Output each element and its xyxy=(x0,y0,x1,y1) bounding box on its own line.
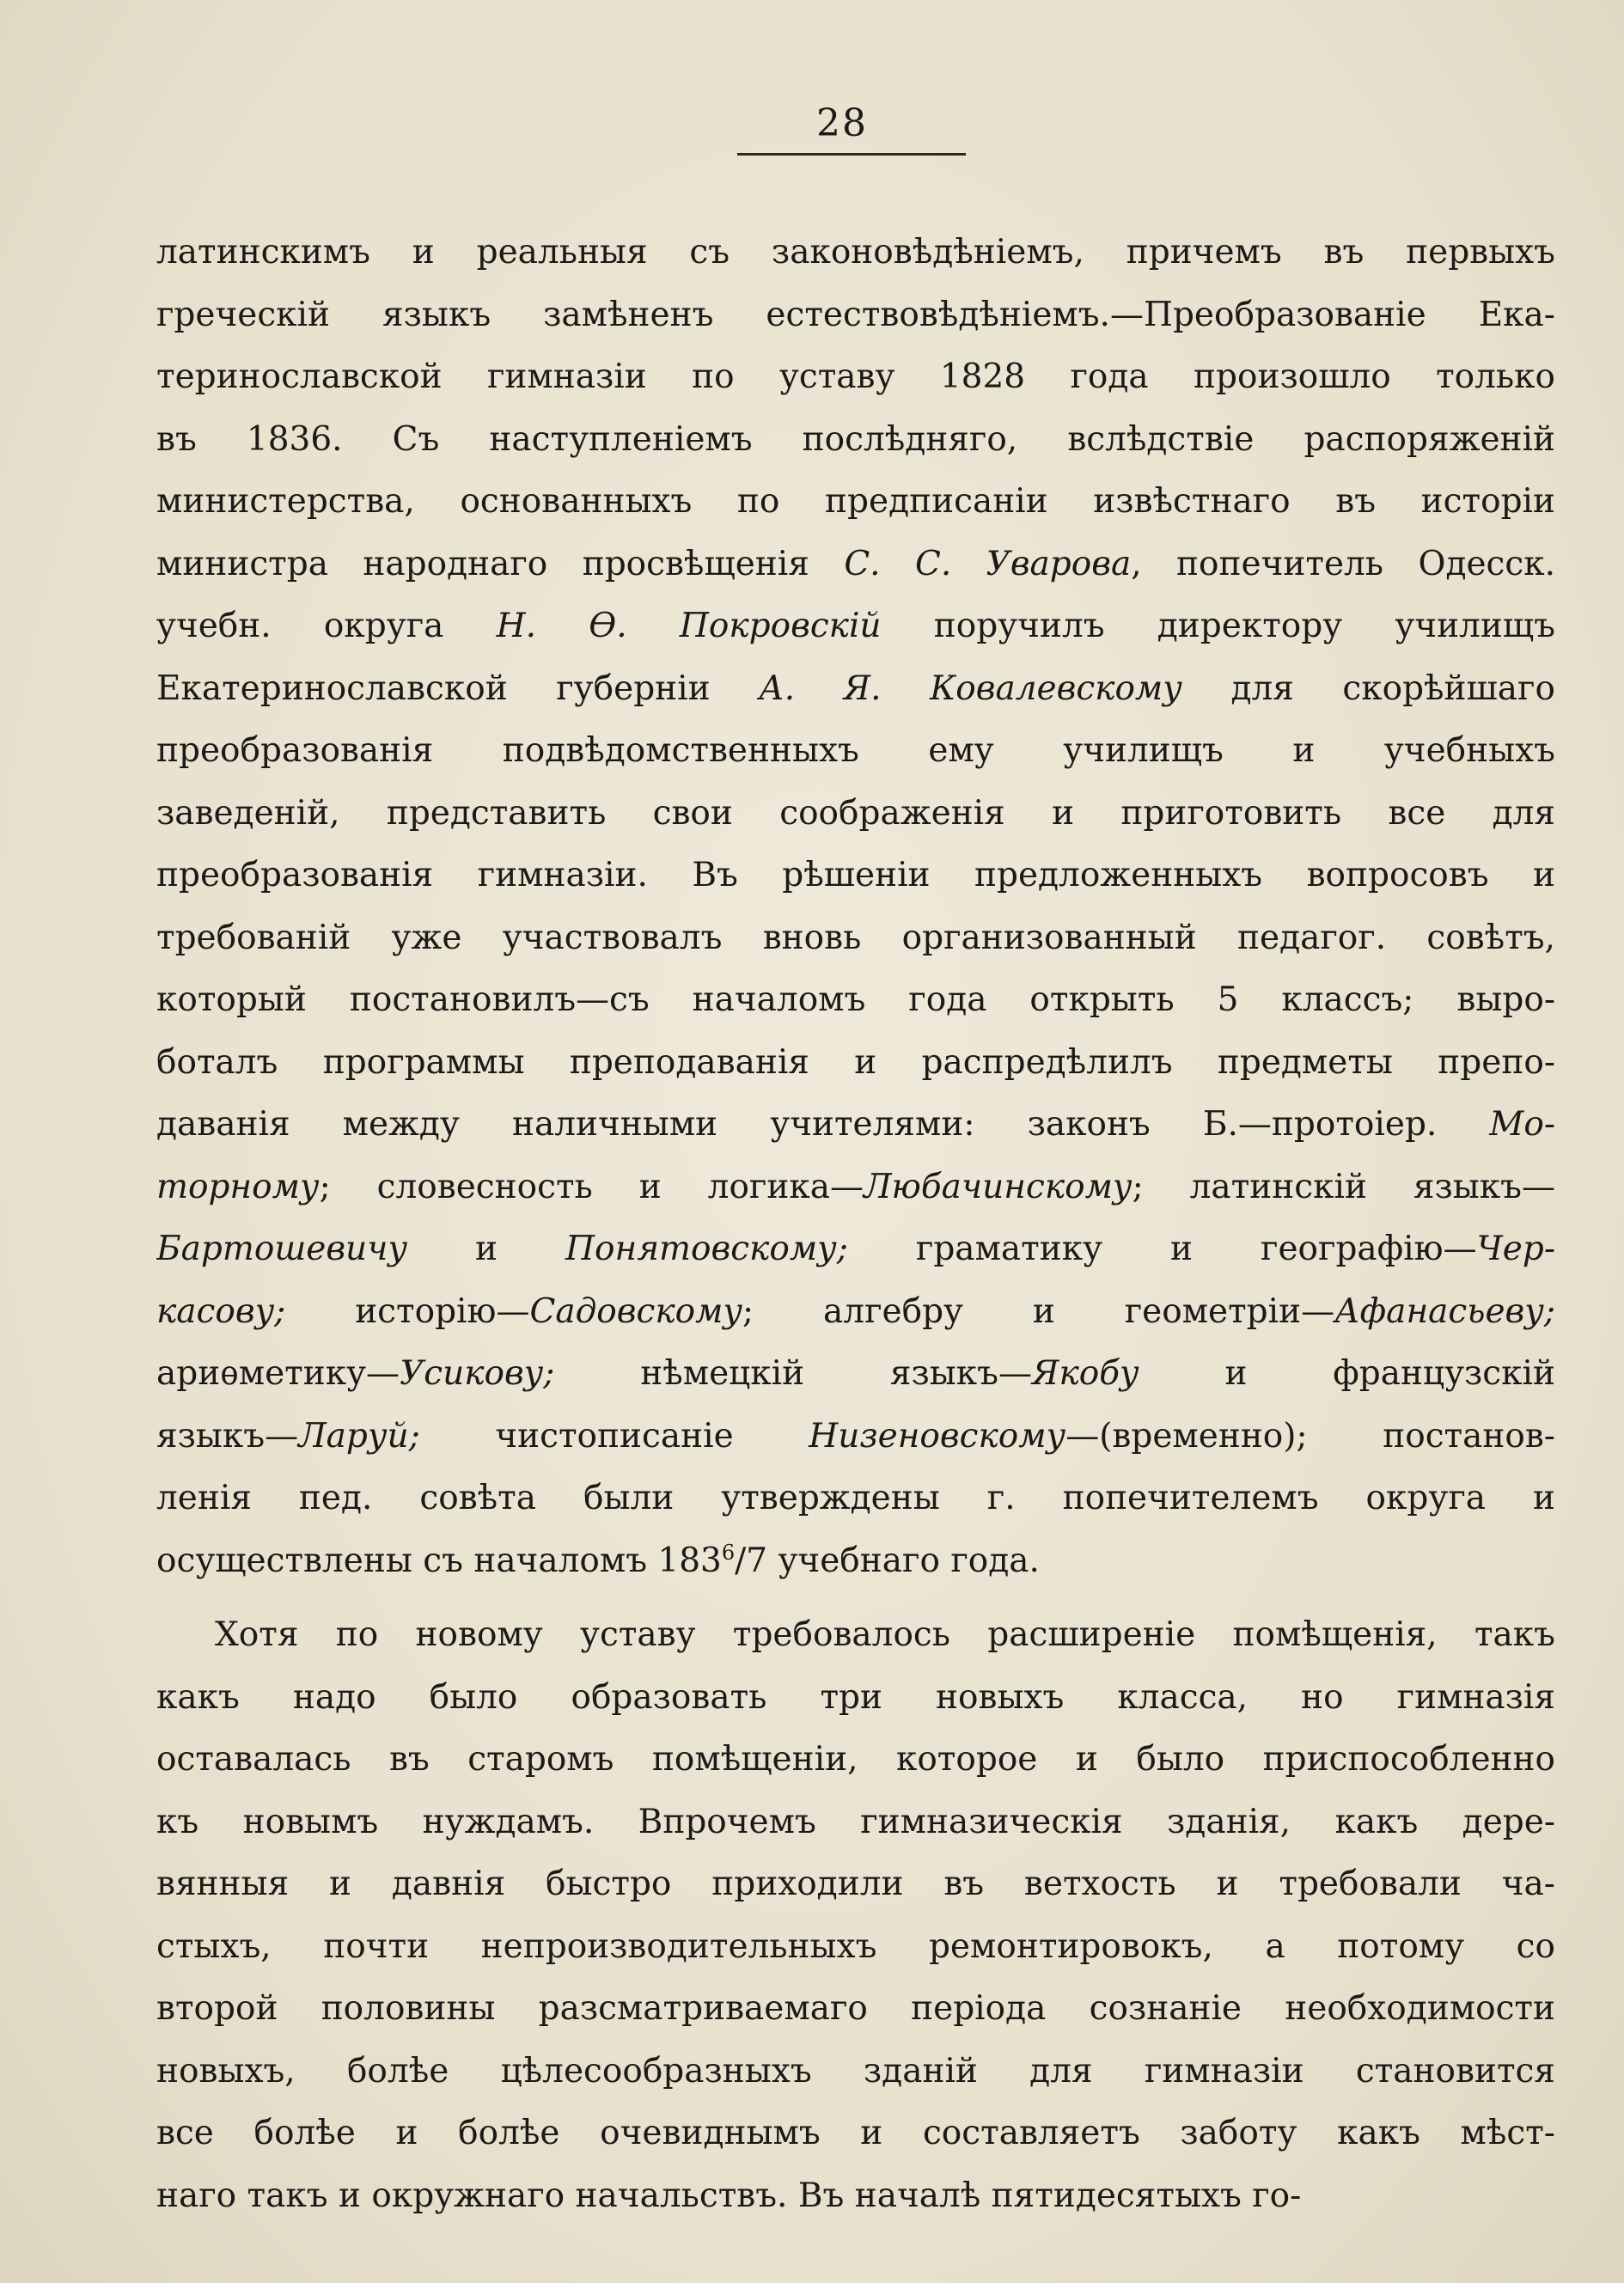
text-line xyxy=(156,346,1555,409)
text-line xyxy=(156,222,1555,284)
text-span: ариѳметику— xyxy=(156,1354,400,1393)
text-span: латинскимъ и реальныя съ законовѣдѣніемъ, причемъ въ первыхъ xyxy=(156,233,1555,272)
text-line xyxy=(156,1157,1555,1219)
text-span: греческій языкъ замѣненъ естествовѣдѣніемъ.—Преобразованіе Ека- xyxy=(156,295,1555,334)
text-span: стыхъ, почти непроизводительныхъ ремонтировокъ, а потому со xyxy=(156,1926,1555,1966)
paragraph xyxy=(156,1604,1555,2227)
text-line xyxy=(156,284,1555,347)
italic-name: Понятовскому; xyxy=(565,1230,848,1268)
text-line xyxy=(156,1978,1555,2041)
text-span: который постановилъ—съ началомъ года открыть 5 классъ; выро- xyxy=(156,980,1555,1019)
text-span: второй половины разсматриваемаго періода сознаніе необходимости xyxy=(156,1989,1555,2028)
text-span: граматику и географію— xyxy=(847,1230,1477,1268)
text-line xyxy=(156,969,1555,1032)
text-span: чистописаніе xyxy=(419,1416,809,1456)
italic-name: Н. Ѳ. Покровскій xyxy=(496,607,882,645)
italic-name: А. Я. Ковалевскому xyxy=(759,668,1182,708)
text-span: къ новымъ нуждамъ. Впрочемъ гимназическія зданія, какъ дере- xyxy=(156,1802,1555,1841)
text-span: требованій уже участвовалъ вновь организованный педагог. совѣтъ, xyxy=(156,918,1555,957)
text-line xyxy=(156,2103,1555,2165)
italic-name: торному xyxy=(156,1167,320,1206)
text-span: ; словесность и логика— xyxy=(319,1167,864,1206)
text-span: /7 учебнаго года. xyxy=(735,1541,1040,1580)
page-number: 28 xyxy=(816,101,868,145)
text-line xyxy=(156,1468,1555,1530)
text-span: боталъ программы преподаванія и распредѣлилъ предметы препо- xyxy=(156,1042,1555,1082)
text-span: вянныя и давнія быстро приходили въ ветхость и требовали ча- xyxy=(156,1865,1555,1903)
text-span: и xyxy=(407,1230,566,1268)
text-span: наго такъ и окружнаго начальствъ. Въ началѣ пятидесятыхъ го- xyxy=(156,2176,1302,2215)
italic-name: Низеновскому xyxy=(809,1416,1066,1456)
text-span: преобразованія гимназіи. Въ рѣшеніи предложенныхъ вопросовъ и xyxy=(156,856,1555,894)
text-span: осуществлены съ началомъ 183 xyxy=(156,1541,722,1580)
text-line xyxy=(156,720,1555,783)
text-span: и французскій xyxy=(1139,1354,1555,1393)
text-span: какъ надо было образовать три новыхъ класса, но гимназія xyxy=(156,1677,1555,1717)
text-line xyxy=(156,1218,1555,1281)
italic-name: касову; xyxy=(156,1291,286,1331)
text-line xyxy=(156,1916,1555,1979)
text-line xyxy=(156,1604,1555,1667)
text-span: министра народнаго просвѣщенія xyxy=(156,544,845,583)
paragraph xyxy=(156,222,1555,1592)
text-line xyxy=(156,1281,1555,1344)
text-span: учебн. округа xyxy=(156,607,497,645)
text-span: ; латинскій языкъ— xyxy=(1132,1167,1555,1206)
text-line xyxy=(156,2165,1555,2228)
text-span: Екатеринославской губерніи xyxy=(156,668,760,708)
italic-name: С. С. Уварова xyxy=(844,544,1132,583)
text-span: ; алгебру и геометріи— xyxy=(742,1291,1335,1331)
text-span: оставалась въ старомъ помѣщеніи, которое и было приспособленно xyxy=(156,1740,1555,1779)
text-span: нѣмецкій языкъ— xyxy=(554,1354,1032,1393)
text-line xyxy=(156,658,1555,721)
italic-name: Чер- xyxy=(1476,1230,1555,1268)
text-span: министерства, основанныхъ по предписаніи извѣстнаго въ исторіи xyxy=(156,482,1555,521)
superscript: 6 xyxy=(721,1540,736,1565)
text-span: , попечитель Одесск. xyxy=(1131,544,1555,583)
text-span: теринославской гимназіи по уставу 1828 года произошло только xyxy=(156,357,1555,396)
italic-name: Усикову; xyxy=(400,1354,555,1393)
text-line xyxy=(156,534,1555,596)
text-line xyxy=(156,1343,1555,1406)
text-span: все болѣе и болѣе очевиднымъ и составляетъ заботу какъ мѣст- xyxy=(156,2114,1555,2152)
text-span: для скорѣйшаго xyxy=(1181,668,1555,708)
text-span: преобразованія подвѣдомственныхъ ему училищъ и учебныхъ xyxy=(156,731,1555,770)
text-line xyxy=(156,1729,1555,1792)
text-line xyxy=(156,471,1555,534)
text-line xyxy=(156,1094,1555,1157)
page-number-rule xyxy=(737,153,966,156)
text-line xyxy=(156,1792,1555,1854)
text-span: въ 1836. Съ наступленіемъ послѣдняго, вслѣдствіе распоряженій xyxy=(156,419,1555,459)
text-line xyxy=(156,1667,1555,1730)
text-line xyxy=(156,1406,1555,1468)
text-line xyxy=(156,409,1555,472)
body-text xyxy=(156,222,1555,2227)
text-span: заведеній, представить свои соображенія и приготовить все для xyxy=(156,793,1555,833)
text-span: поручилъ директору училищъ xyxy=(881,607,1555,645)
text-line xyxy=(156,1853,1555,1916)
italic-name: Якобу xyxy=(1031,1354,1139,1393)
text-span: даванія между наличными учителями: законъ Б.—протоіер. xyxy=(156,1105,1490,1144)
text-line xyxy=(156,2041,1555,2103)
text-span: языкъ— xyxy=(156,1416,299,1456)
text-span: новыхъ, болѣе цѣлесообразныхъ зданій для гимназіи становится xyxy=(156,2051,1555,2091)
italic-name: Садовскому xyxy=(529,1291,743,1331)
italic-name: Мо- xyxy=(1489,1105,1555,1144)
text-line xyxy=(156,595,1555,658)
text-line xyxy=(156,845,1555,907)
text-line xyxy=(156,1530,1555,1593)
text-line xyxy=(156,783,1555,845)
paragraph-gap xyxy=(156,1592,1555,1604)
text-span: —(временно); постанов- xyxy=(1065,1416,1555,1456)
text-line xyxy=(156,907,1555,970)
text-span: исторію— xyxy=(285,1291,530,1331)
italic-name: Любачинскому xyxy=(863,1167,1133,1206)
text-span: ленія пед. совѣта были утверждены г. попечителемъ округа и xyxy=(156,1479,1555,1517)
italic-name: Афанасьеву; xyxy=(1334,1291,1555,1331)
text-span: Хотя по новому уставу требовалось расширеніе помѣщенія, такъ xyxy=(215,1615,1555,1654)
italic-name: Бартошевичу xyxy=(156,1230,408,1268)
text-line xyxy=(156,1032,1555,1095)
italic-name: Ларуй; xyxy=(298,1416,420,1456)
